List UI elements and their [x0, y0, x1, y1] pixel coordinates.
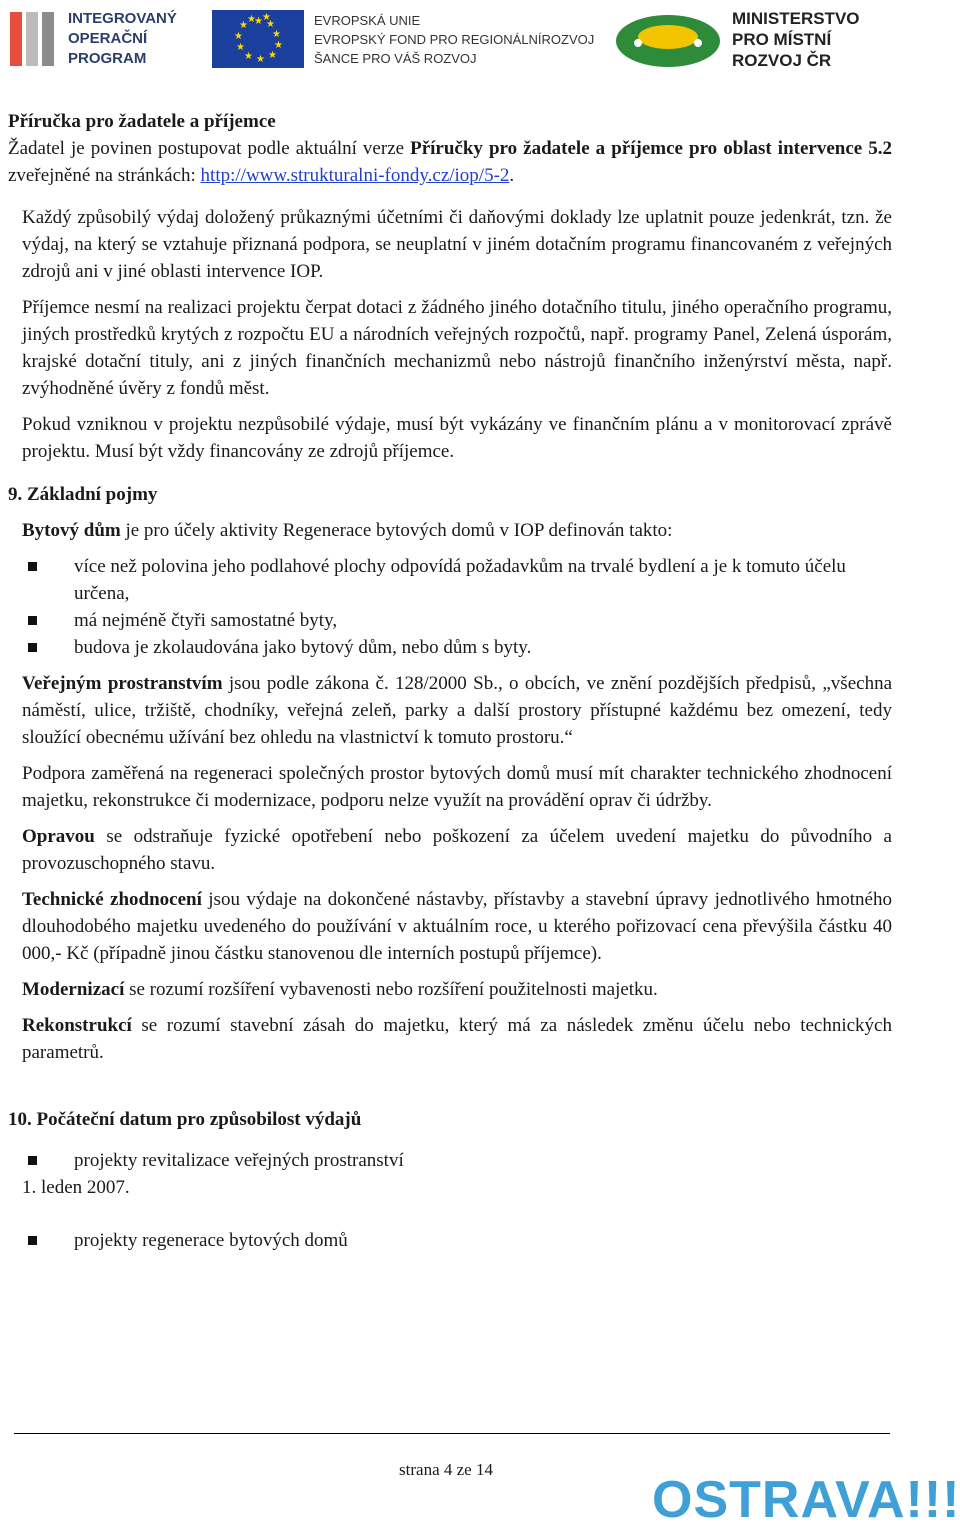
iop-logo	[6, 8, 177, 70]
paragraph-nezpusobile: Pokud vzniknou v projektu nezpůsobilé výdaje, musí být vykázány ve finančním plánu a v monitorovací zprávě projektu. Musí být vždy financovány ze zdrojů příjemce.	[22, 414, 892, 462]
svg-text:★: ★	[239, 20, 248, 31]
svg-text:★: ★	[272, 29, 281, 40]
text-span: , o obcích, ve znění pozdějších předpisů, „všechna náměstí, ulice, tržiště, chodníky, veřejná zeleň, parky a další prostory přístupné každému bez omezení, tedy sloužící obecnému užívání bez ohledu na vlastnictví k tomuto prostoru.“	[22, 673, 893, 748]
svg-text:★: ★	[268, 50, 277, 61]
term-modernizace: Modernizací	[22, 979, 125, 1000]
svg-text:★: ★	[266, 19, 275, 30]
text-span: .	[509, 165, 515, 186]
paragraph-modernizace	[8, 976, 892, 1003]
term-oprava: Opravou	[22, 826, 95, 847]
paragraph-podpora: Podpora zaměřená na regeneraci společných prostor bytových domů musí mít charakter technického zhodnocení majetku, rekonstrukce či modernizace, podporu nelze využít na provádění oprav či údržby.	[22, 763, 892, 811]
term-bytovy-dum: Bytový dům	[22, 520, 121, 541]
list-item: má nejméně čtyři samostatné byty,	[22, 607, 892, 634]
revitalizace-list	[8, 1147, 892, 1174]
text-span: se rozumí rozšíření vybavenosti nebo rozšíření použitelnosti majetku.	[124, 979, 658, 1000]
term-technicke-zhodnoceni: Technické zhodnocení	[22, 889, 202, 910]
svg-text:★: ★	[254, 16, 263, 27]
paragraph-rekonstrukce	[8, 1012, 892, 1066]
logo3-line2: PRO MÍSTNÍ	[732, 30, 832, 49]
bold-text: Příručky pro žadatele a příjemce pro oblast intervence 5.2	[410, 138, 893, 159]
logo3-line3: ROZVOJ ČR	[732, 51, 832, 70]
logo1-line3: PROGRAM	[68, 50, 147, 67]
svg-text:★: ★	[262, 12, 271, 23]
text-span: se rozumí stavební zásah do majetku, který má za následek změnu účelu nebo technických parametrů.	[22, 1015, 892, 1063]
svg-text:★: ★	[244, 51, 253, 62]
eu-flag-icon	[212, 8, 304, 70]
logo1-line1: INTEGROVANÝ	[68, 10, 177, 27]
regenerace-list	[8, 1227, 892, 1254]
paragraph-prirucka	[8, 135, 892, 189]
text-span: zveřejněné na stránkách:	[8, 165, 201, 186]
logo2-line1: EVROPSKÁ UNIE	[314, 12, 421, 28]
list-item: projekty revitalizace veřejných prostranství	[22, 1147, 892, 1174]
list-item: projekty regenerace bytových domů	[22, 1227, 892, 1254]
date-revitalizace: 1. leden 2007.	[22, 1177, 130, 1198]
paragraph-technicke-zhodnoceni	[8, 886, 892, 967]
eu-logo	[212, 8, 594, 70]
paragraph-bytovy-dum	[8, 517, 892, 544]
list-item: budova je zkolaudována jako bytový dům, nebo dům s byty.	[22, 634, 892, 661]
iop-link[interactable]: http://www.strukturalni-fondy.cz/iop/5-2	[200, 165, 510, 186]
term-verejne-prostranstvi: Veřejným prostranstvím	[22, 673, 223, 694]
ostrava-logo: OSTRAVA!!!	[652, 1471, 960, 1529]
text-span: se odstraňuje fyzické opotřebení nebo poškození za účelem uvedení majetku do původního a provozuschopného stavu.	[22, 826, 892, 874]
list-item: více než polovina jeho podlahové plochy odpovídá požadavkům na trvalé bydlení a je k tomuto účelu určena,	[22, 553, 892, 607]
footer-divider	[14, 1433, 890, 1434]
text-span: Žadatel je povinen postupovat podle aktuální verze	[8, 138, 411, 159]
logo3-line1: MINISTERSTVO	[732, 9, 860, 28]
page-header	[0, 0, 960, 80]
paragraph-oprava	[8, 823, 892, 877]
section-heading-9: 9. Základní pojmy	[8, 484, 158, 505]
text-span: je pro účely aktivity Regenerace bytových domů v IOP definován takto:	[120, 520, 673, 541]
logo2-line2: EVROPSKÝ FOND PRO REGIONÁLNÍROZVOJ	[314, 31, 595, 47]
document-body	[8, 108, 892, 1254]
text-span: jsou podle zákona	[222, 673, 376, 694]
paragraph-verejne-prostranstvi	[8, 670, 892, 751]
section-title-prirucka: Příručka pro žadatele a příjemce	[8, 111, 276, 132]
svg-text:★: ★	[247, 14, 256, 25]
page-number: strana 4 ze 14	[399, 1460, 493, 1479]
logo2-line3: ŠANCE PRO VÁŠ ROZVOJ	[314, 50, 477, 66]
bytovy-dum-list	[8, 553, 892, 661]
svg-text:★: ★	[256, 54, 265, 65]
term-rekonstrukce: Rekonstrukcí	[22, 1015, 132, 1036]
iop-emblem-icon	[6, 8, 62, 70]
svg-text:★: ★	[274, 40, 283, 51]
logo1-line2: OPERAČNÍ	[68, 30, 148, 47]
svg-text:★: ★	[236, 42, 245, 53]
mmr-logo	[612, 8, 860, 71]
section-heading-10: 10. Počáteční datum pro způsobilost výdajů	[8, 1109, 362, 1130]
svg-text:★: ★	[234, 31, 243, 42]
mmr-emblem-icon	[612, 9, 724, 71]
text-span: jsou výdaje na dokončené nástavby, přístavby a stavební úpravy jednotlivého hmotného dlouhodobého majetku uvedeného do používání v aktuálním roce, u kterého pořizovací cena převýšila částku 40 000,- Kč (případně jinou částku stanovenou dle interních postupů příjemce).	[22, 889, 892, 964]
paragraph-vydaj: Každý způsobilý výdaj doložený průkaznými účetními či daňovými doklady lze uplatnit pouze jedenkrát, tzn. že výdaj, na který se vztahuje přiznaná podpora, se neuplatní v jiném dotačním programu financovaném z veřejných zdrojů ani v jiné oblasti intervence IOP.	[22, 207, 892, 282]
paragraph-prijemce: Příjemce nesmí na realizaci projektu čerpat dotaci z žádného jiného dotačního titulu, jiného operačního programu, jiných prostředků krytých z rozpočtu EU a národních veřejných rozpočtů, např. programy Panel, Zelená úsporám, krajské dotační tituly, ani z jiných finančních mechanizmů nebo nástrojů finančního inženýrství města, např. zvýhodněné úvěry z fondů měst.	[22, 297, 892, 399]
text-span: č. 128/2000 Sb.	[375, 673, 498, 694]
